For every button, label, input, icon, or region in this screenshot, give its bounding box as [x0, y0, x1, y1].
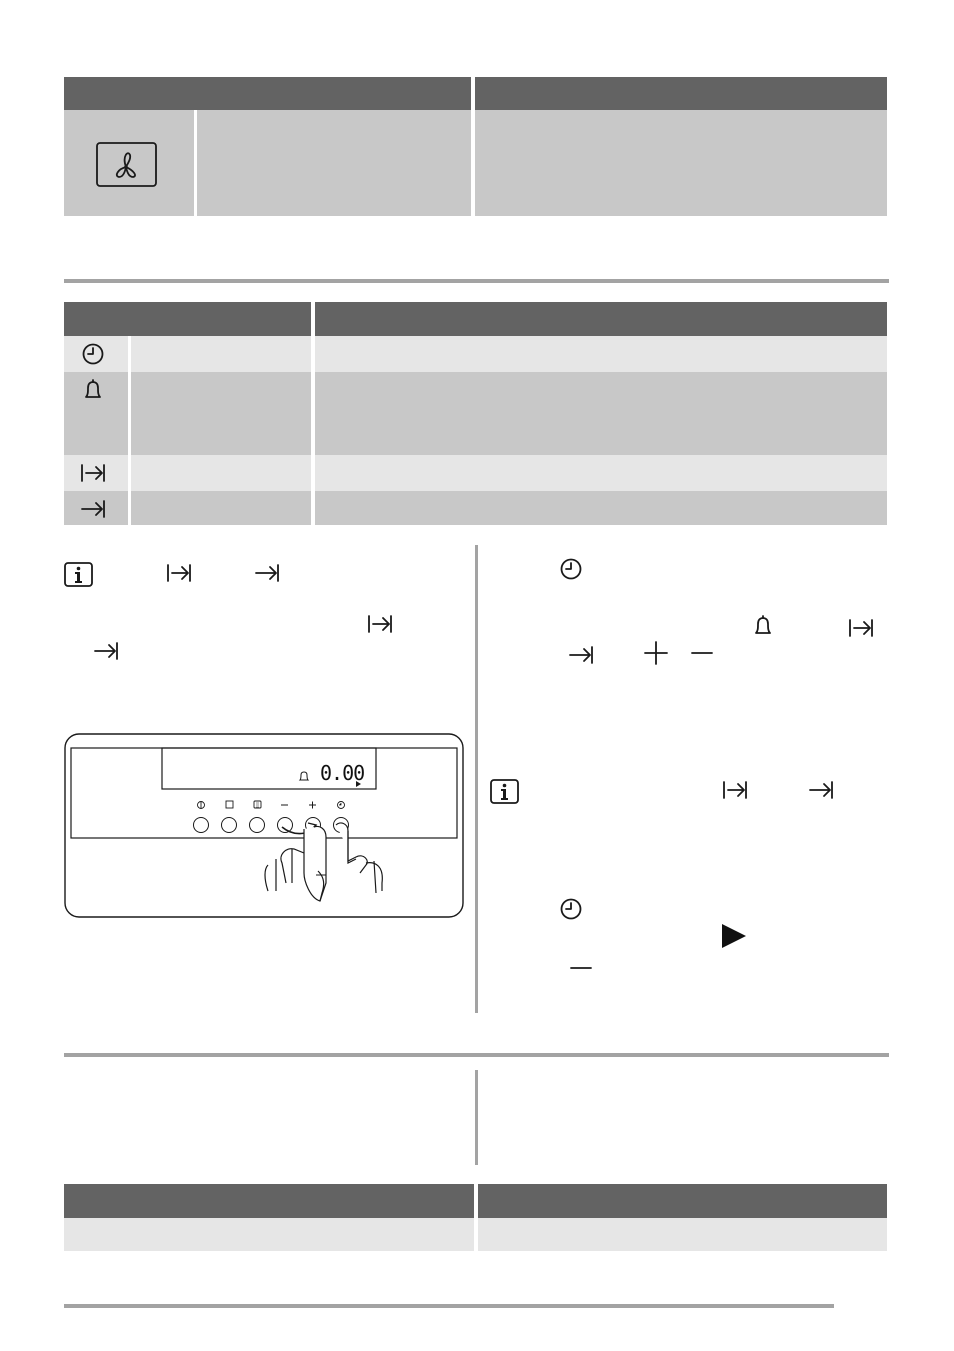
play-triangle-icon: [721, 923, 747, 949]
table1-row: [64, 110, 887, 216]
table2-col-divider-1: [128, 336, 131, 525]
table1-header: [64, 77, 887, 110]
clock-icon: [560, 898, 582, 920]
column-divider-2: [475, 1070, 478, 1165]
control-panel-illustration: [64, 733, 464, 918]
duration-icon: [166, 563, 192, 583]
end-icon: [93, 641, 119, 661]
table3-col-divider: [474, 1218, 478, 1251]
bell-icon: [82, 378, 104, 402]
table3-header-divider: [474, 1184, 478, 1218]
clock-icon: [82, 343, 104, 365]
table1-header-divider: [471, 77, 475, 110]
duration-icon: [80, 463, 106, 483]
section-rule-2: [64, 1053, 889, 1057]
end-icon: [80, 499, 106, 519]
table2-row-end: [64, 491, 887, 525]
minus-icon: [569, 956, 593, 980]
table2-row-duration: [64, 455, 887, 491]
clock-icon: [560, 558, 582, 580]
table2-header: [64, 302, 887, 336]
panel-frame: [64, 733, 464, 918]
duration-icon: [722, 780, 748, 800]
bell-icon: [752, 614, 774, 638]
footer-rule: [64, 1304, 834, 1308]
table2-header-divider: [311, 302, 315, 336]
fan-icon: [96, 142, 158, 188]
end-icon: [568, 645, 594, 665]
table2-row-bell: [64, 372, 887, 455]
minus-icon: [690, 640, 714, 666]
table1-col-divider-2: [471, 110, 475, 216]
plus-icon: [643, 640, 669, 666]
end-icon: [254, 563, 280, 583]
end-icon: [808, 780, 834, 800]
info-icon: [64, 562, 94, 588]
info-icon: [490, 779, 520, 805]
table2-col-divider-2: [311, 336, 315, 525]
table2-row-clock: [64, 336, 887, 372]
table1-col-divider-1: [194, 110, 197, 216]
column-divider-1: [475, 545, 478, 1013]
duration-icon: [848, 618, 874, 638]
section-rule-1: [64, 279, 889, 283]
duration-icon: [367, 614, 393, 634]
display-time-readout: 0.00: [320, 761, 365, 785]
